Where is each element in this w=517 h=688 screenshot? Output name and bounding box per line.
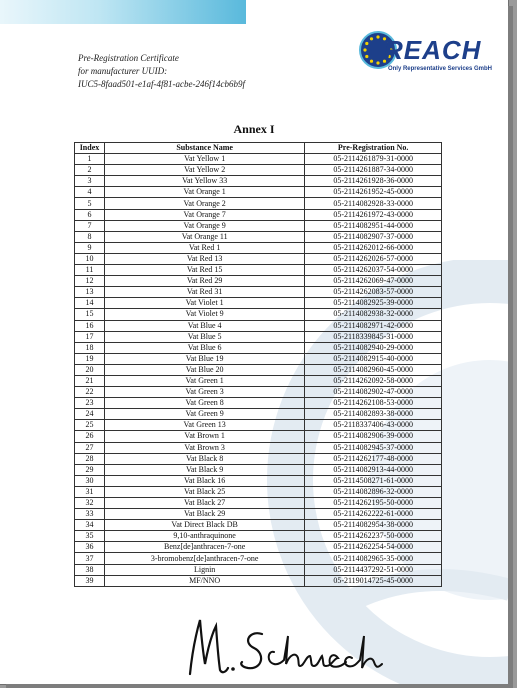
table-row — [75, 320, 442, 331]
company-logo — [356, 28, 496, 82]
cell-substance-name: Vat Blue 20 — [104, 364, 304, 375]
cell-registration-number: 05-2114082925-39-0000 — [305, 298, 442, 309]
table-row — [75, 154, 442, 165]
cell-registration-number: 05-2114082913-44-0000 — [305, 464, 442, 475]
table-row — [75, 431, 442, 442]
cell-index: 24 — [75, 409, 105, 420]
cell-substance-name: Vat Direct Black DB — [104, 520, 304, 531]
cell-index: 4 — [75, 187, 105, 198]
cell-substance-name: Vat Blue 19 — [104, 353, 304, 364]
cell-registration-number: 05-2114262012-66-0000 — [305, 242, 442, 253]
column-header-index: Index — [75, 143, 105, 154]
table-row — [75, 176, 442, 187]
table-row — [75, 342, 442, 353]
table-row — [75, 331, 442, 342]
table-row — [75, 498, 442, 509]
cell-index: 2 — [75, 165, 105, 176]
table-row — [75, 242, 442, 253]
table-body — [75, 154, 442, 587]
cell-index: 15 — [75, 309, 105, 320]
cell-index: 13 — [75, 287, 105, 298]
column-header-substance: Substance Name — [104, 143, 304, 154]
cell-substance-name: Vat Blue 4 — [104, 320, 304, 331]
cell-substance-name: Vat Black 25 — [104, 486, 304, 497]
cell-substance-name: Vat Black 8 — [104, 453, 304, 464]
cell-index: 17 — [75, 331, 105, 342]
cell-index: 7 — [75, 220, 105, 231]
header-color-band — [0, 0, 246, 24]
cell-registration-number: 05-2114262177-48-0000 — [305, 453, 442, 464]
cell-registration-number: 05-2114082902-47-0000 — [305, 387, 442, 398]
cell-index: 31 — [75, 486, 105, 497]
table-row — [75, 398, 442, 409]
cell-substance-name: Vat Green 13 — [104, 420, 304, 431]
table-row — [75, 165, 442, 176]
cell-index: 6 — [75, 209, 105, 220]
cell-index: 16 — [75, 320, 105, 331]
cell-registration-number: 05-2114082906-39-0000 — [305, 431, 442, 442]
table-row — [75, 187, 442, 198]
cell-substance-name: Vat Green 3 — [104, 387, 304, 398]
cell-index: 21 — [75, 375, 105, 386]
cell-registration-number: 05-2114262254-54-0000 — [305, 542, 442, 553]
cell-registration-number: 05-2114262195-50-0000 — [305, 498, 442, 509]
cell-registration-number: 05-2114262108-53-0000 — [305, 398, 442, 409]
cell-registration-number: 05-2114082965-35-0000 — [305, 553, 442, 564]
table-row — [75, 364, 442, 375]
cell-registration-number: 05-2114082928-33-0000 — [305, 198, 442, 209]
cell-substance-name: Benz[de]anthracen-7-one — [104, 542, 304, 553]
cell-index: 19 — [75, 353, 105, 364]
cell-substance-name: 3-bromobenz[de]anthracen-7-one — [104, 553, 304, 564]
table-row — [75, 375, 442, 386]
table-row — [75, 420, 442, 431]
column-header-registration: Pre-Registration No. — [305, 143, 442, 154]
table-row — [75, 553, 442, 564]
table-row — [75, 409, 442, 420]
cell-registration-number: 05-2114262092-58-0000 — [305, 375, 442, 386]
page-shadow-bottom — [6, 684, 513, 688]
cell-registration-number: 05-2114082945-37-0000 — [305, 442, 442, 453]
cell-substance-name: Vat Orange 1 — [104, 187, 304, 198]
cell-registration-number: 05-2114261952-45-0000 — [305, 187, 442, 198]
cell-substance-name: Vat Green 8 — [104, 398, 304, 409]
cell-substance-name: Vat Orange 11 — [104, 231, 304, 242]
logo-wordmark: REACH — [384, 35, 482, 65]
cell-substance-name: 9,10-anthraquinone — [104, 531, 304, 542]
cell-registration-number: 05-2114082907-37-0000 — [305, 231, 442, 242]
cell-index: 18 — [75, 342, 105, 353]
cell-registration-number: 05-2114262026-57-0000 — [305, 253, 442, 264]
cell-index: 12 — [75, 276, 105, 287]
cell-registration-number: 05-2114082938-32-0000 — [305, 309, 442, 320]
cell-substance-name: Vat Yellow 1 — [104, 154, 304, 165]
cell-index: 32 — [75, 498, 105, 509]
cell-registration-number: 05-2119014725-45-0000 — [305, 575, 442, 586]
cell-substance-name: Vat Red 15 — [104, 265, 304, 276]
cell-substance-name: Vat Red 29 — [104, 276, 304, 287]
cell-registration-number: 05-2114082915-40-0000 — [305, 353, 442, 364]
cell-substance-name: Vat Orange 9 — [104, 220, 304, 231]
cell-substance-name: Vat Orange 7 — [104, 209, 304, 220]
table-row — [75, 231, 442, 242]
cell-substance-name: Vat Green 1 — [104, 375, 304, 386]
table-row — [75, 531, 442, 542]
cell-index: 33 — [75, 509, 105, 520]
cell-substance-name: Vat Red 13 — [104, 253, 304, 264]
certificate-subtitle: for manufacturer UUID: — [78, 66, 168, 76]
cell-registration-number: 05-2114261879-31-0000 — [305, 154, 442, 165]
cell-substance-name: Vat Black 27 — [104, 498, 304, 509]
cell-registration-number: 05-2114082960-45-0000 — [305, 364, 442, 375]
cell-index: 23 — [75, 398, 105, 409]
cell-index: 22 — [75, 387, 105, 398]
cell-registration-number: 05-2114082954-38-0000 — [305, 520, 442, 531]
cell-registration-number: 05-2114261928-36-0000 — [305, 176, 442, 187]
cell-substance-name: Vat Red 1 — [104, 242, 304, 253]
substance-table — [74, 142, 442, 587]
table-row — [75, 509, 442, 520]
cell-registration-number: 05-2118337406-43-0000 — [305, 420, 442, 431]
cell-index: 1 — [75, 154, 105, 165]
cell-index: 3 — [75, 176, 105, 187]
cell-registration-number: 05-2114262037-54-0000 — [305, 265, 442, 276]
cell-index: 36 — [75, 542, 105, 553]
cell-substance-name: Vat Blue 5 — [104, 331, 304, 342]
table-row — [75, 520, 442, 531]
cell-index: 27 — [75, 442, 105, 453]
annex-title: Annex I — [233, 122, 275, 136]
table-row — [75, 287, 442, 298]
cell-index: 28 — [75, 453, 105, 464]
cell-index: 34 — [75, 520, 105, 531]
cell-substance-name: Vat Black 29 — [104, 509, 304, 520]
cell-substance-name: Vat Violet 1 — [104, 298, 304, 309]
cell-substance-name: Vat Green 9 — [104, 409, 304, 420]
cell-index: 9 — [75, 242, 105, 253]
cell-substance-name: Vat Orange 2 — [104, 198, 304, 209]
cell-registration-number: 05-2118339845-31-0000 — [305, 331, 442, 342]
table-row — [75, 575, 442, 586]
cell-substance-name: Vat Red 31 — [104, 287, 304, 298]
table-row — [75, 387, 442, 398]
cell-substance-name: Vat Blue 6 — [104, 342, 304, 353]
table-row — [75, 475, 442, 486]
cell-index: 8 — [75, 231, 105, 242]
table-row — [75, 486, 442, 497]
cell-registration-number: 05-2114082951-44-0000 — [305, 220, 442, 231]
cell-substance-name: MF/NNO — [104, 575, 304, 586]
cell-registration-number: 05-2114262069-47-0000 — [305, 276, 442, 287]
cell-registration-number: 05-2114262222-61-0000 — [305, 509, 442, 520]
cell-registration-number: 05-2114082896-32-0000 — [305, 486, 442, 497]
table-row — [75, 253, 442, 264]
cell-index: 14 — [75, 298, 105, 309]
cell-substance-name: Lignin — [104, 564, 304, 575]
cell-substance-name: Vat Brown 1 — [104, 431, 304, 442]
page-shadow-right — [508, 6, 513, 688]
manufacturer-uuid: IUC5-8faad501-e1af-4f81-acbe-246f14cb6b9f — [78, 79, 245, 89]
cell-substance-name: Vat Brown 3 — [104, 442, 304, 453]
table-row — [75, 353, 442, 364]
table-row — [75, 276, 442, 287]
cell-index: 39 — [75, 575, 105, 586]
cell-index: 30 — [75, 475, 105, 486]
certificate-heading — [78, 52, 308, 91]
cell-registration-number: 05-2114262237-50-0000 — [305, 531, 442, 542]
cell-index: 10 — [75, 253, 105, 264]
certificate-title: Pre-Registration Certificate — [78, 53, 179, 63]
cell-index: 20 — [75, 364, 105, 375]
cell-index: 37 — [75, 553, 105, 564]
cell-index: 29 — [75, 464, 105, 475]
cell-index: 5 — [75, 198, 105, 209]
logo-subtitle: Only Representative Services GmbH — [387, 66, 492, 72]
table-row — [75, 298, 442, 309]
table-row — [75, 564, 442, 575]
cell-registration-number: 05-2114082940-29-0000 — [305, 342, 442, 353]
table-row — [75, 220, 442, 231]
cell-substance-name: Vat Black 16 — [104, 475, 304, 486]
table-row — [75, 442, 442, 453]
cell-index: 35 — [75, 531, 105, 542]
handwritten-signature — [170, 612, 400, 684]
table-row — [75, 453, 442, 464]
table-row — [75, 198, 442, 209]
table-row — [75, 542, 442, 553]
table-row — [75, 309, 442, 320]
cell-registration-number: 05-2114508271-61-0000 — [305, 475, 442, 486]
cell-substance-name: Vat Violet 9 — [104, 309, 304, 320]
cell-index: 25 — [75, 420, 105, 431]
table-row — [75, 265, 442, 276]
cell-registration-number: 05-2114437292-51-0000 — [305, 564, 442, 575]
cell-registration-number: 05-2114261887-34-0000 — [305, 165, 442, 176]
cell-substance-name: Vat Black 9 — [104, 464, 304, 475]
table-row — [75, 209, 442, 220]
table-header-row — [75, 143, 442, 154]
cell-registration-number: 05-2114262083-57-0000 — [305, 287, 442, 298]
cell-index: 38 — [75, 564, 105, 575]
cell-registration-number: 05-2114082971-42-0000 — [305, 320, 442, 331]
cell-index: 26 — [75, 431, 105, 442]
cell-substance-name: Vat Yellow 2 — [104, 165, 304, 176]
table-row — [75, 464, 442, 475]
cell-index: 11 — [75, 265, 105, 276]
cell-substance-name: Vat Yellow 33 — [104, 176, 304, 187]
cell-registration-number: 05-2114082893-38-0000 — [305, 409, 442, 420]
cell-registration-number: 05-2114261972-43-0000 — [305, 209, 442, 220]
